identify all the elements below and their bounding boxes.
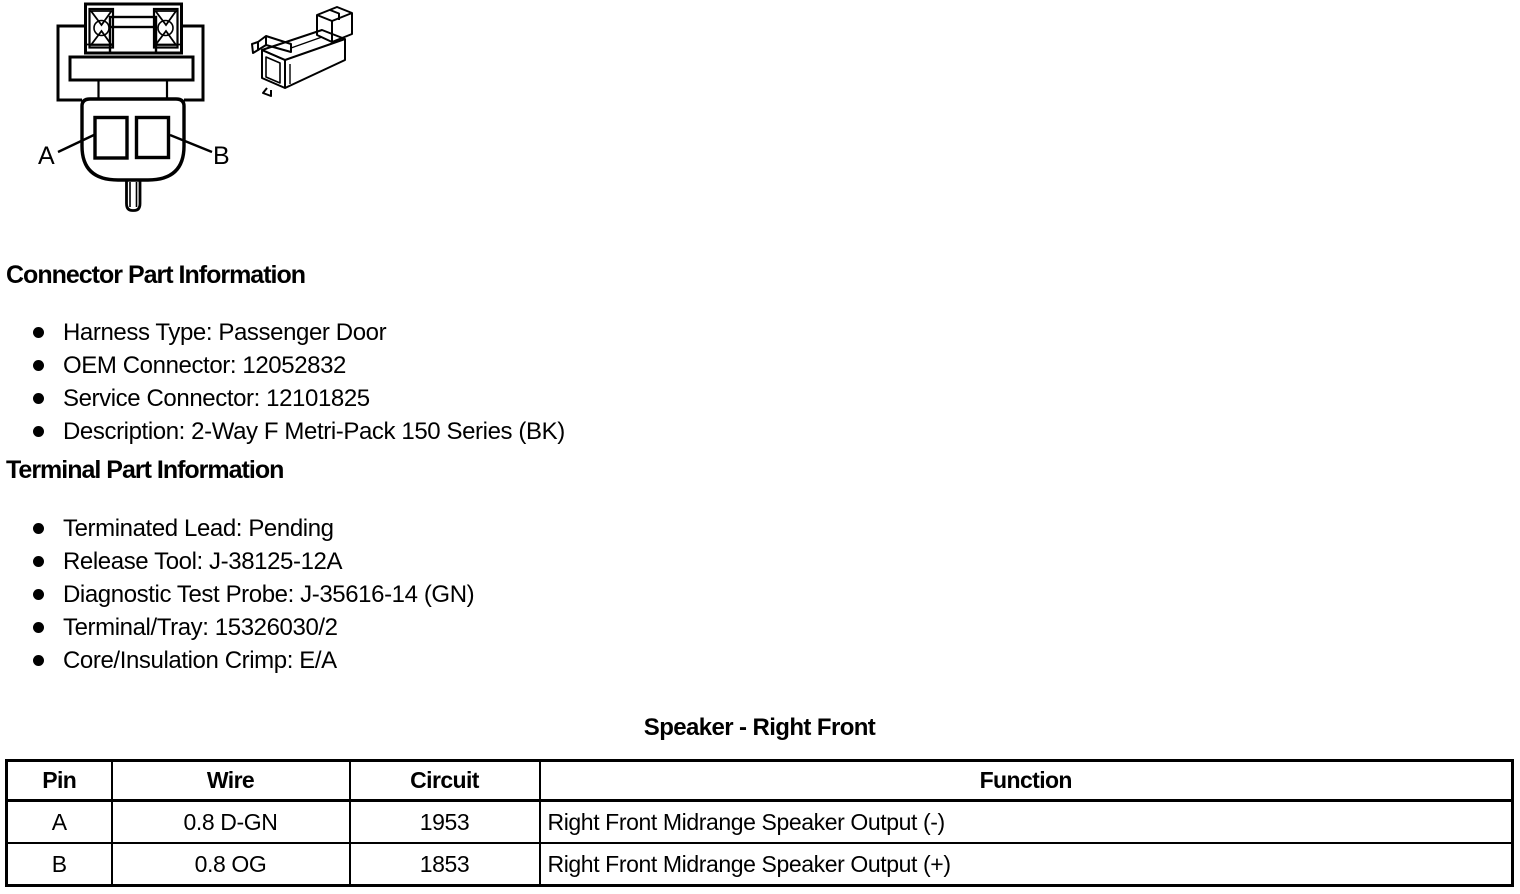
list-item-text: Service Connector: 12101825	[63, 384, 370, 412]
bullet-icon	[33, 655, 44, 666]
table-header-function: Function	[540, 761, 1513, 801]
connector-part-info-list	[33, 316, 565, 448]
list-item	[33, 415, 565, 448]
list-item-text: Harness Type: Passenger Door	[63, 318, 387, 346]
list-item	[33, 349, 565, 382]
circuit-cell: 1953	[350, 801, 540, 844]
list-item	[33, 512, 474, 545]
circuit-cell: 1853	[350, 843, 540, 886]
connector-front-view-diagram	[0, 0, 400, 230]
table-row	[7, 801, 1513, 844]
wire-cell: 0.8 OG	[112, 843, 350, 886]
bullet-icon	[33, 393, 44, 404]
connector-part-info-heading: Connector Part Information	[6, 261, 306, 289]
pinout-table	[5, 759, 1514, 887]
terminal-part-info-list	[33, 512, 474, 677]
list-item	[33, 316, 565, 349]
bullet-icon	[33, 523, 44, 534]
bullet-icon	[33, 360, 44, 371]
index-peg	[127, 180, 141, 211]
function-cell: Right Front Midrange Speaker Output (-)	[540, 801, 1513, 844]
pin-cell: B	[7, 843, 112, 886]
table-row	[7, 843, 1513, 886]
list-item	[33, 578, 474, 611]
table-title: Speaker - Right Front	[643, 714, 876, 741]
pin-b-leader-line	[170, 135, 212, 152]
list-item-text: Release Tool: J-38125-12A	[63, 547, 343, 575]
list-item-text: Terminated Lead: Pending	[63, 514, 334, 542]
pin-a-leader-line	[58, 134, 96, 152]
list-item	[33, 545, 474, 578]
list-item-text: Diagnostic Test Probe: J-35616-14 (GN)	[63, 580, 475, 608]
list-item	[33, 382, 565, 415]
pin-b-label: B	[213, 142, 230, 170]
connector-terminal-face	[82, 99, 184, 211]
list-item	[33, 644, 474, 677]
wire-cell: 0.8 D-GN	[112, 801, 350, 844]
terminal-cavity-a	[95, 118, 127, 159]
table-header-circuit: Circuit	[350, 761, 540, 801]
list-item-text: Description: 2-Way F Metri-Pack 150 Series (BK)	[63, 417, 565, 445]
table-header-row	[7, 761, 1513, 801]
connector-isometric-view-diagram	[252, 7, 352, 96]
bullet-icon	[33, 622, 44, 633]
connector-lock-tower	[86, 4, 182, 53]
bullet-icon	[33, 589, 44, 600]
list-item	[33, 611, 474, 644]
pin-cell: A	[7, 801, 112, 844]
list-item-text: Core/Insulation Crimp: E/A	[63, 646, 337, 674]
table-header-pin: Pin	[7, 761, 112, 801]
list-item-text: OEM Connector: 12052832	[63, 351, 346, 379]
bullet-icon	[33, 556, 44, 567]
table-header-wire: Wire	[112, 761, 350, 801]
bullet-icon	[33, 327, 44, 338]
bullet-icon	[33, 426, 44, 437]
function-cell: Right Front Midrange Speaker Output (+)	[540, 843, 1513, 886]
terminal-cavity-b	[137, 118, 169, 158]
terminal-part-info-heading: Terminal Part Information	[6, 456, 284, 484]
list-item-text: Terminal/Tray: 15326030/2	[63, 613, 338, 641]
pin-a-label: A	[38, 142, 55, 170]
